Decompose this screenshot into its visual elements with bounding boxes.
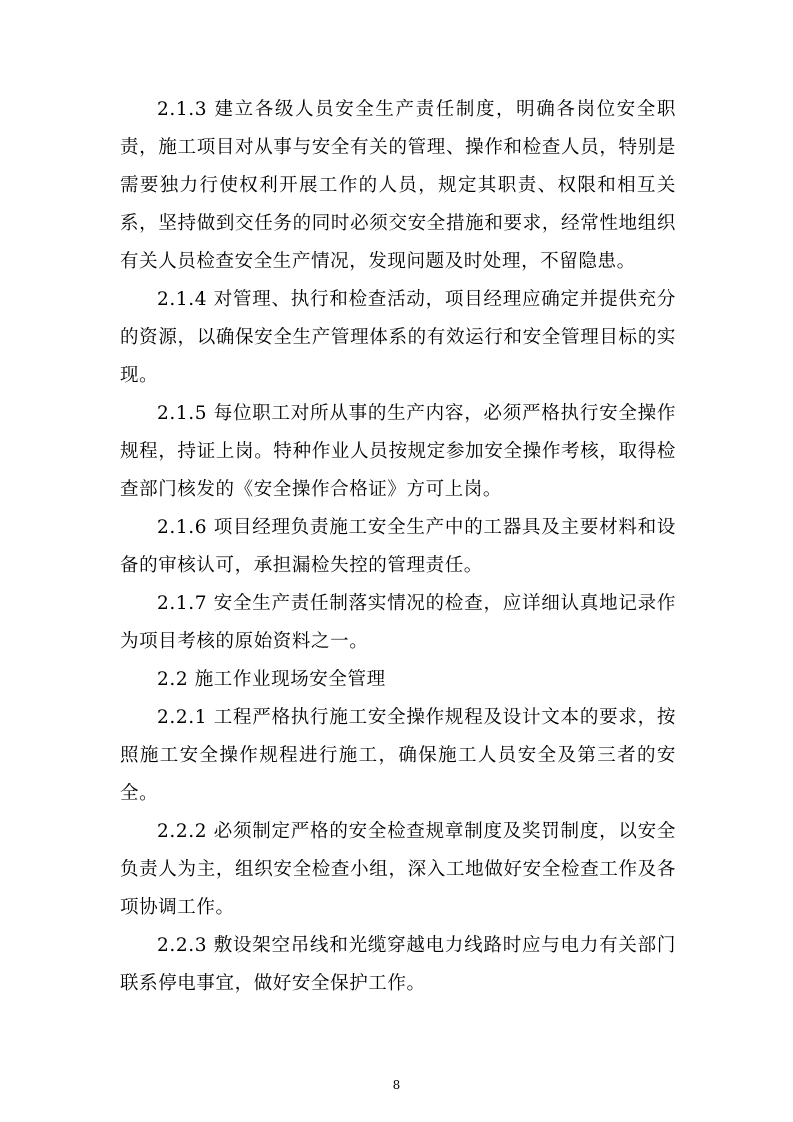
paragraph-2-1-4: 2.1.4 对管理、执行和检查活动，项目经理应确定并提供充分的资源，以确保安全生产管理体系的有效运行和安全管理目标的实现。 bbox=[120, 289, 676, 386]
paragraph-2-1-5: 2.1.5 每位职工对所从事的生产内容，必须严格执行安全操作规程，持证上岗。特种作业人员按规定参加安全操作考核，取得检查部门核发的《安全操作合格证》方可上岗。 bbox=[120, 403, 676, 500]
paragraph-2-1-6: 2.1.6 项目经理负责施工安全生产中的工器具及主要材料和设备的审核认可，承担漏检失控的管理责任。 bbox=[120, 517, 676, 576]
paragraph-2-2-2: 2.2.2 必须制定严格的安全检查规章制度及奖罚制度，以安全负责人为主，组织安全检查小组，深入工地做好安全检查工作及各项协调工作。 bbox=[120, 821, 676, 918]
page-number: 8 bbox=[392, 1078, 401, 1092]
section-heading-2-2: 2.2 施工作业现场安全管理 bbox=[157, 669, 386, 690]
paragraph-2-1-7: 2.1.7 安全生产责任制落实情况的检查，应详细认真地记录作为项目考核的原始资料之一。 bbox=[120, 593, 676, 652]
paragraph-2-1-3: 2.1.3 建立各级人员安全生产责任制度，明确各岗位安全职责，施工项目对从事与安全有关的管理、操作和检查人员，特别是需要独力行使权利开展工作的人员，规定其职责、权限和相互关系，坚持做到交任务的同时必须交安全措施和要求，经常性地组织有关人员检查安全生产情况，发现问题及时处理，不留隐患。 bbox=[120, 99, 676, 272]
paragraph-2-2-1: 2.2.1 工程严格执行施工安全操作规程及设计文本的要求，按照施工安全操作规程进行施工，确保施工人员安全及第三者的安全。 bbox=[120, 707, 676, 804]
paragraph-2-2-3: 2.2.3 敷设架空吊线和光缆穿越电力线路时应与电力有关部门联系停电事宜，做好安全保护工作。 bbox=[120, 935, 676, 994]
document-body bbox=[120, 91, 676, 1003]
